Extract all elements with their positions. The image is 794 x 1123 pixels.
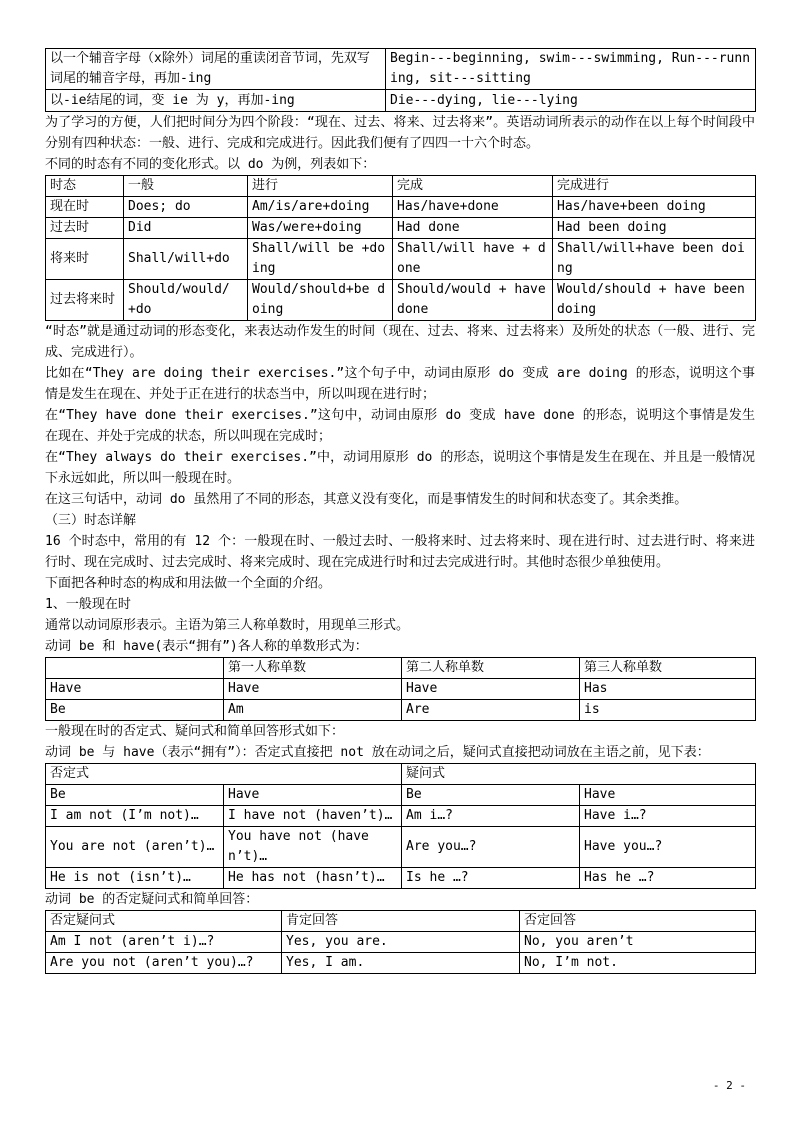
paragraph: 一般现在时的否定式、疑问式和简单回答形式如下： bbox=[45, 724, 345, 739]
table-cell: You are not (aren’t)… bbox=[46, 827, 224, 868]
paragraph: 在“They have done their exercises.”这句中，动词由原形 do 变成 have done 的形态，说明这个事情是发生在现在、并处于完成的状态，所以叫现在完成时； bbox=[45, 408, 755, 444]
table-cell: Shall/will be +doing bbox=[248, 239, 393, 280]
table-cell: Was/were+doing bbox=[248, 218, 393, 239]
table-row bbox=[46, 239, 756, 280]
table-cell: Should/would + have done bbox=[393, 280, 553, 321]
table-cell: Does; do bbox=[124, 197, 248, 218]
table-row bbox=[46, 806, 756, 827]
table-cell: Has he …? bbox=[580, 868, 756, 889]
table-cell: Yes, you are. bbox=[282, 932, 520, 953]
table-header-row bbox=[46, 176, 756, 197]
paragraph: 16 个时态中，常用的有 12 个：一般现在时、一般过去时、一般将来时、过去将来时、现在进行时、过去进行时、将来进行时、现在完成时、过去完成时、将来完成时、现在完成进行时和过去完成进行时。其他时态很少单独使用。 bbox=[45, 534, 755, 570]
table-cell: is bbox=[580, 700, 756, 721]
header-cell bbox=[46, 658, 224, 679]
table-cell: Has bbox=[580, 679, 756, 700]
header-cell: 肯定回答 bbox=[282, 911, 520, 932]
table-row bbox=[46, 49, 756, 90]
table-row bbox=[46, 953, 756, 974]
table-row bbox=[46, 868, 756, 889]
table-cell: Would/should + have been doing bbox=[553, 280, 756, 321]
table-header-row bbox=[46, 911, 756, 932]
table-cell: Shall/will+have been doing bbox=[553, 239, 756, 280]
table-cell: No, you aren’t bbox=[520, 932, 756, 953]
document-page bbox=[45, 48, 755, 974]
table-cell: Am bbox=[224, 700, 402, 721]
paragraph: 在“They always do their exercises.”中，动词用原形 do 的形态，说明这个事情是发生在现在、并且是一般情况下永远如此，所以叫一般现在时。 bbox=[45, 450, 755, 486]
table-cell: 以一个辅音字母（x除外）词尾的重读闭音节词，先双写词尾的辅音字母，再加-ing bbox=[46, 49, 386, 90]
paragraph: 比如在“They are doing their exercises.”这个句子中，动词由原形 do 变成 are doing 的形态，说明这个事情是发生在现在、并处于正在进行的状态当中，所以叫现在进行时； bbox=[45, 366, 755, 402]
table-row bbox=[46, 932, 756, 953]
header-cell: 第三人称单数 bbox=[580, 658, 756, 679]
table-cell: No, I’m not. bbox=[520, 953, 756, 974]
table-cell: Have i…? bbox=[580, 806, 756, 827]
table-cell: Am/is/are+doing bbox=[248, 197, 393, 218]
section-heading: （三）时态详解 bbox=[45, 513, 137, 528]
header-cell: 时态 bbox=[46, 176, 124, 197]
header-cell: 否定回答 bbox=[520, 911, 756, 932]
table-cell: 过去将来时 bbox=[46, 280, 124, 321]
subsection-heading: 1、一般现在时 bbox=[45, 597, 131, 612]
table-cell: You have not (haven’t)… bbox=[224, 827, 402, 868]
table-header-row bbox=[46, 764, 756, 785]
table-header-row bbox=[46, 658, 756, 679]
table-cell: Die---dying, lie---lying bbox=[386, 90, 756, 112]
table-cell: Have you…? bbox=[580, 827, 756, 868]
paragraph: 不同的时态有不同的变化形式。以 do 为例，列表如下： bbox=[45, 157, 376, 172]
paragraph: 通常以动词原形表示。主语为第三人称单数时，用现单三形式。 bbox=[45, 618, 410, 633]
table-cell: Begin---beginning, swim---swimming, Run---running, sit---sitting bbox=[386, 49, 756, 90]
table-cell: Did bbox=[124, 218, 248, 239]
short-answer-table bbox=[45, 910, 756, 974]
header-cell: 第二人称单数 bbox=[402, 658, 580, 679]
paragraph: 在这三句话中，动词 do 虽然用了不同的形态，其意义没有变化，而是事情发生的时间和状态变了。其余类推。 bbox=[45, 492, 688, 507]
table-cell: I am not (I’m not)… bbox=[46, 806, 224, 827]
table-cell: Have bbox=[46, 679, 224, 700]
table-row bbox=[46, 218, 756, 239]
paragraph: 动词 be 的否定疑问式和简单回答： bbox=[45, 892, 259, 907]
person-form-table bbox=[45, 657, 756, 721]
table-cell: Had been doing bbox=[553, 218, 756, 239]
table-cell: Be bbox=[46, 700, 224, 721]
table-cell: Shall/will have + done bbox=[393, 239, 553, 280]
table-cell: Should/would/ +do bbox=[124, 280, 248, 321]
table-row bbox=[46, 827, 756, 868]
header-cell: 第一人称单数 bbox=[224, 658, 402, 679]
table-cell: 将来时 bbox=[46, 239, 124, 280]
table-cell: Have bbox=[224, 679, 402, 700]
table-cell: Are you not (aren’t you)…? bbox=[46, 953, 282, 974]
header-cell: 进行 bbox=[248, 176, 393, 197]
ing-rule-table bbox=[45, 48, 756, 112]
paragraph: 动词 be 与 have（表示“拥有”）：否定式直接把 not 放在动词之后，疑问式直接把动词放在主语之前，见下表： bbox=[45, 745, 710, 760]
table-cell: 现在时 bbox=[46, 197, 124, 218]
table-cell: Are you…? bbox=[402, 827, 580, 868]
table-cell: Am i…? bbox=[402, 806, 580, 827]
table-subheader-row bbox=[46, 785, 756, 806]
header-cell: 一般 bbox=[124, 176, 248, 197]
table-row bbox=[46, 700, 756, 721]
table-cell: 过去时 bbox=[46, 218, 124, 239]
header-cell: Be bbox=[402, 785, 580, 806]
table-cell: Had done bbox=[393, 218, 553, 239]
table-row bbox=[46, 90, 756, 112]
header-cell: Have bbox=[224, 785, 402, 806]
table-cell: Shall/will+do bbox=[124, 239, 248, 280]
paragraph: 为了学习的方便，人们把时间分为四个阶段：“现在、过去、将来、过去将来”。英语动词所表示的动作在以上每个时间段中分别有四种状态：一般、进行、完成和完成进行。因此我们便有了四四一十六个时态。 bbox=[45, 115, 755, 151]
negative-question-table bbox=[45, 763, 756, 889]
header-cell: 否定式 bbox=[46, 764, 402, 785]
paragraph: “时态”就是通过动词的形态变化，来表达动作发生的时间（现在、过去、将来、过去将来）及所处的状态（一般、进行、完成、完成进行）。 bbox=[45, 324, 755, 360]
tense-table bbox=[45, 175, 756, 321]
table-cell: Would/should+be doing bbox=[248, 280, 393, 321]
paragraph: 动词 be 和 have(表示“拥有”)各人称的单数形式为： bbox=[45, 639, 368, 654]
header-cell: Be bbox=[46, 785, 224, 806]
table-cell: Have bbox=[402, 679, 580, 700]
table-cell: Am I not (aren’t i)…? bbox=[46, 932, 282, 953]
header-cell: 完成进行 bbox=[553, 176, 756, 197]
table-cell: 以-ie结尾的词，变 ie 为 y，再加-ing bbox=[46, 90, 386, 112]
header-cell: Have bbox=[580, 785, 756, 806]
table-row bbox=[46, 197, 756, 218]
header-cell: 完成 bbox=[393, 176, 553, 197]
table-cell: Is he …? bbox=[402, 868, 580, 889]
header-cell: 否定疑问式 bbox=[46, 911, 282, 932]
table-cell: He has not (hasn’t)… bbox=[224, 868, 402, 889]
page-number: - 2 - bbox=[712, 1079, 746, 1092]
table-cell: Yes, I am. bbox=[282, 953, 520, 974]
paragraph: 下面把各种时态的构成和用法做一个全面的介绍。 bbox=[45, 576, 332, 591]
table-row bbox=[46, 679, 756, 700]
header-cell: 疑问式 bbox=[402, 764, 756, 785]
table-cell: I have not (haven’t)… bbox=[224, 806, 402, 827]
table-cell: He is not (isn’t)… bbox=[46, 868, 224, 889]
table-cell: Are bbox=[402, 700, 580, 721]
table-row bbox=[46, 280, 756, 321]
table-cell: Has/have+been doing bbox=[553, 197, 756, 218]
table-cell: Has/have+done bbox=[393, 197, 553, 218]
